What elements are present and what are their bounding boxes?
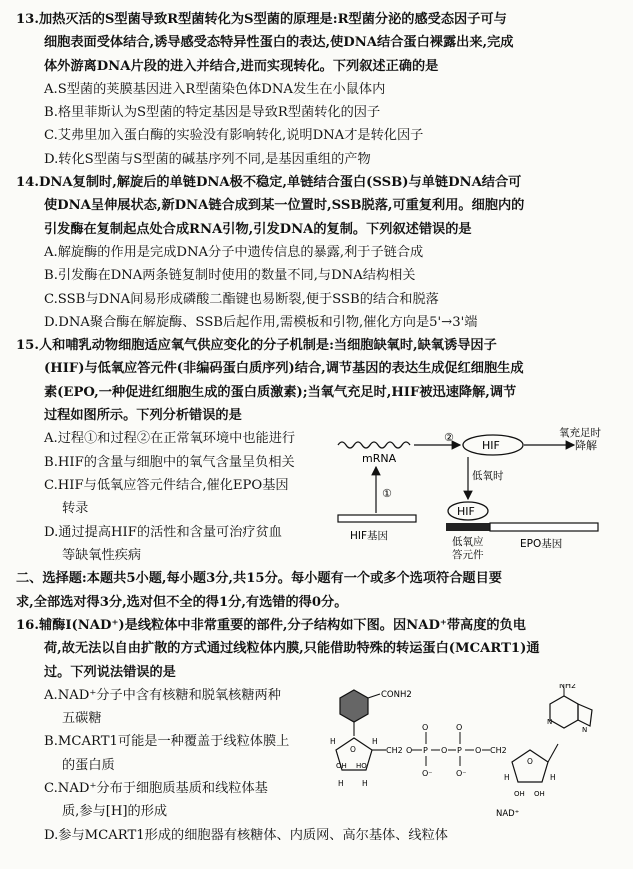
svg-text:O: O [422, 722, 429, 732]
svg-text:NH2: NH2 [559, 683, 577, 690]
response-element-label-1: 低氧应 [452, 536, 484, 549]
question-16 [16, 614, 619, 847]
svg-text:O: O [406, 745, 413, 755]
q15-option-d-cont: 等缺氧性疾病 [62, 547, 142, 563]
conh2-label: CONH2 [381, 689, 412, 700]
mrna-wave [338, 442, 410, 448]
q16-stem-2: 荷,故无法以自由扩散的方式通过线粒体内膜,只能借助特殊的转运蛋白(MCART1)通 [44, 641, 540, 657]
svg-text:OH: OH [534, 789, 545, 798]
svg-text:O⁻: O⁻ [456, 768, 467, 778]
svg-text:O: O [441, 745, 448, 755]
q13-stem-3: 体外游离DNA片段的进入并结合,进而实现转化。下列叙述正确的是 [44, 58, 439, 74]
q15-option-a: A.过程①和过程②在正常氧环境中也能进行 [44, 431, 296, 447]
q16-option-d: D.参与MCART1形成的细胞器有核糖体、内质网、高尔基体、线粒体 [44, 827, 448, 843]
section2-line-2: 求,全部选对得3分,选对但不全的得1分,有选错的得0分。 [16, 594, 348, 610]
response-element-label-2: 答元件 [452, 549, 484, 562]
q15-option-b: B.HIF的含量与细胞中的氧气含量呈负相关 [44, 454, 295, 470]
q15-option-c-cont: 转录 [62, 501, 89, 517]
q13-stem-2: 细胞表面受体结合,诱导感受态特异性蛋白的表达,使DNA结合蛋白裸露出来,完成 [44, 35, 514, 51]
svg-text:O: O [350, 744, 356, 754]
epo-gene-bar [490, 523, 598, 531]
svg-text:H: H [372, 736, 378, 746]
q13-option-d: D.转化S型菌与S型菌的碱基序列不同,是基因重组的产物 [44, 151, 371, 167]
question-15 [16, 334, 619, 567]
svg-text:CH2: CH2 [386, 745, 403, 755]
ribose-right [512, 750, 548, 782]
q16-option-b-cont: 的蛋白质 [62, 757, 115, 773]
q15-stem-3: 素(EPO,一种促进红细胞生成的蛋白质激素);当氧气充足时,HIF被迅速降解,调节 [44, 384, 517, 400]
question-13 [16, 8, 619, 171]
section2-line-1: 二、选择题:本题共5小题,每小题3分,共15分。每小题有一个或多个选项符合题目要 [16, 571, 502, 587]
hif-gene-label: HIF基因 [350, 530, 389, 543]
hif-label-top: HIF [482, 439, 500, 453]
svg-text:H: H [504, 772, 510, 782]
q15-stem-2: (HIF)与低氧应答元件(非编码蛋白质序列)结合,调节基因的表达生成促红细胞生成 [44, 361, 524, 377]
q14-stem-1: 14.DNA复制时,解旋后的单链DNA极不稳定,单链结合蛋白(SSB)与单链DNA结合可 [16, 175, 522, 191]
q16-option-b: B.MCART1可能是一种覆盖于线粒体膜上 [44, 734, 290, 750]
low-oxygen-label: 低氧时 [472, 470, 504, 483]
pyridine-ring [340, 690, 368, 722]
nad-label: NAD⁺ [496, 808, 520, 819]
q16-option-c-cont: 质,参与[H]的形成 [62, 804, 168, 820]
q15-option-d: D.通过提高HIF的活性和含量可治疗贫血 [44, 524, 282, 540]
q14-option-c: C.SSB与DNA间易形成磷酸二酯键也易断裂,便于SSB的结合和脱落 [44, 291, 439, 307]
adenine-ring-6 [550, 696, 578, 728]
svg-text:H: H [338, 778, 344, 788]
hif-label-bound: HIF [457, 505, 475, 519]
oxygen-sufficient-label: 氧充足时 [559, 427, 601, 440]
svg-text:OH: OH [514, 789, 525, 798]
q13-stem-1: 13.加热灭活的S型菌导致R型菌转化为S型菌的原理是:R型菌分泌的感受态因子可与 [16, 12, 507, 27]
svg-text:O⁻: O⁻ [422, 768, 433, 778]
adenine-ring-5 [578, 704, 592, 726]
q14-option-d: D.DNA聚合酶在解旋酶、SSB后起作用,需模板和引物,催化方向是5'→3'端 [44, 314, 478, 330]
q14-stem-2: 使DNA呈伸展状态,新DNA链合成到某一位置时,SSB脱落,可重复利用。细胞内的 [44, 198, 525, 214]
q13-option-b: B.格里菲斯认为S型菌的特定基因是导致R型菌转化的因子 [44, 105, 381, 121]
svg-text:O: O [475, 745, 482, 755]
svg-text:N: N [582, 725, 588, 734]
q15-option-c: C.HIF与低氧应答元件结合,催化EPO基因 [44, 477, 289, 493]
svg-text:O: O [527, 756, 533, 766]
svg-text:O: O [456, 722, 463, 732]
svg-text:P: P [457, 745, 462, 755]
step1-label: ① [382, 487, 392, 501]
question-14 [16, 171, 619, 334]
nad-structure-figure [316, 684, 616, 824]
q15-stem-1: 15.人和哺乳动物细胞适应氧气供应变化的分子机制是:当细胞缺氧时,缺氧诱导因子 [16, 338, 497, 354]
svg-text:N: N [547, 717, 553, 726]
epo-gene-label: EPO基因 [520, 538, 563, 551]
svg-text:P: P [423, 745, 428, 755]
svg-text:H: H [330, 736, 336, 746]
nad-structure [316, 684, 616, 824]
svg-text:CH2: CH2 [490, 745, 507, 755]
mrna-label: mRNA [362, 452, 397, 466]
q14-stem-3: 引发酶在复制起点处合成RNA引物,引发DNA的复制。下列叙述错误的是 [44, 221, 472, 237]
svg-text:HO: HO [356, 761, 367, 770]
q16-stem-1: 16.辅酶Ⅰ(NAD⁺)是线粒体中非常重要的部件,分子结构如下图。因NAD⁺带高度的负电 [16, 617, 526, 633]
hif-gene-bar [338, 515, 416, 522]
q16-option-c: C.NAD⁺分布于细胞质基质和线粒体基 [44, 781, 268, 797]
q16-stem-3: 过。下列说法错误的是 [44, 664, 176, 680]
svg-text:OH: OH [336, 761, 347, 770]
hif-regulation-figure [316, 427, 616, 567]
svg-text:H: H [550, 772, 556, 782]
q14-option-a: A.解旋酶的作用是完成DNA分子中遗传信息的暴露,利于子链合成 [44, 244, 424, 260]
q15-stem-4: 过程如图所示。下列分析错误的是 [44, 408, 242, 424]
degrade-label: 降解 [575, 439, 597, 453]
q16-option-a-cont: 五碳糖 [62, 711, 102, 727]
q13-option-a: A.S型菌的荚膜基因进入R型菌染色体DNA发生在小鼠体内 [44, 81, 386, 97]
q14-option-b: B.引发酶在DNA两条链复制时使用的数量不同,与DNA结构相关 [44, 268, 416, 284]
step2-label: ② [444, 431, 454, 445]
svg-text:H: H [362, 778, 368, 788]
hif-diagram [316, 427, 616, 567]
low-oxygen-response-element [446, 523, 490, 531]
q13-option-c: C.艾弗里加入蛋白酶的实验没有影响转化,说明DNA才是转化因子 [44, 128, 424, 144]
section-2-header [16, 567, 619, 614]
q16-option-a: A.NAD⁺分子中含有核糖和脱氧核糖两种 [44, 687, 281, 703]
